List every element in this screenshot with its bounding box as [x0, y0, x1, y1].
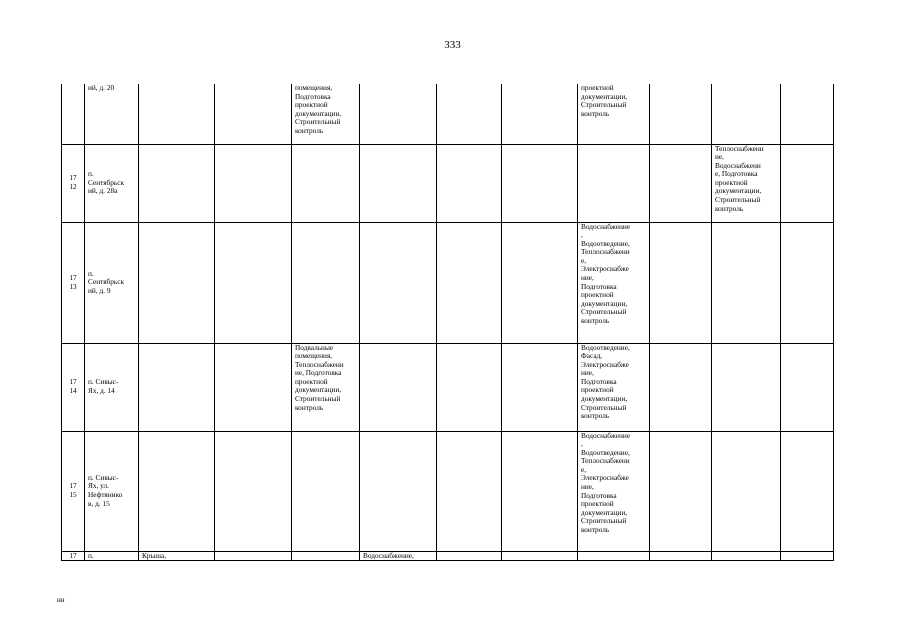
col8-cell: [502, 144, 578, 222]
row-number-cell: 17 14: [62, 343, 85, 431]
col8-cell: [502, 551, 578, 561]
col9-cell: Водоотведение, Фасад, Электроснабже ние, Подготовка проектной документации, Строительный контроль: [578, 343, 650, 431]
col3-cell: [139, 144, 215, 222]
col11-cell: [712, 551, 781, 561]
col9-cell: Водоснабжение , Водоотведение, Теплоснабжени е, Электроснабже ние, Подготовка проектной документации, Строительный контроль: [578, 431, 650, 551]
row-number-cell: 17 15: [62, 431, 85, 551]
col8-cell: [502, 431, 578, 551]
table-row: [62, 551, 834, 561]
col10-cell: [650, 431, 712, 551]
col5-cell: помещения, Подготовка проектной документации, Строительный контроль: [292, 84, 360, 144]
col8-cell: [502, 343, 578, 431]
col11-cell: [712, 431, 781, 551]
col4-cell: [215, 431, 292, 551]
col9-cell: проектной документации, Строительный контроль: [578, 84, 650, 144]
col7-cell: [437, 343, 502, 431]
col12-cell: [781, 343, 834, 431]
address-cell: п. Сивыс- Ях, д. 14: [85, 343, 139, 431]
col12-cell: [781, 551, 834, 561]
row-number-cell: 17 12: [62, 144, 85, 222]
row-number-cell: 17: [62, 551, 85, 561]
col7-cell: [437, 144, 502, 222]
address-cell: п. Сивыс- Ях, ул. Нефтянико в, д. 15: [85, 431, 139, 551]
col10-cell: [650, 84, 712, 144]
row-number-cell: 17 13: [62, 222, 85, 343]
col10-cell: [650, 343, 712, 431]
col11-cell: [712, 84, 781, 144]
repair-schedule-table: [61, 84, 834, 561]
col6-cell: Водоснабжение,: [360, 551, 437, 561]
col11-cell: [712, 343, 781, 431]
col3-cell: [139, 343, 215, 431]
address-cell: ий, д. 20: [85, 84, 139, 144]
col6-cell: [360, 343, 437, 431]
col10-cell: [650, 144, 712, 222]
col7-cell: [437, 222, 502, 343]
col5-cell: [292, 144, 360, 222]
col9-cell: [578, 144, 650, 222]
col7-cell: [437, 84, 502, 144]
col10-cell: [650, 551, 712, 561]
row-number-cell: [62, 84, 85, 144]
col12-cell: [781, 431, 834, 551]
col5-cell: Подвальные помещения, Теплоснабжени ие, Подготовка проектной документации, Строительный контроль: [292, 343, 360, 431]
col9-cell: Водоснабжение , Водоотведение, Теплоснабжени е, Электроснабже ние, Подготовка проектной документации, Строительный контроль: [578, 222, 650, 343]
col4-cell: [215, 144, 292, 222]
table-row: [62, 144, 834, 222]
col3-cell: [139, 431, 215, 551]
col6-cell: [360, 222, 437, 343]
table-row: [62, 343, 834, 431]
col8-cell: [502, 222, 578, 343]
table-row: [62, 222, 834, 343]
col8-cell: [502, 84, 578, 144]
col5-cell: [292, 551, 360, 561]
col3-cell: [139, 222, 215, 343]
col11-cell: [712, 222, 781, 343]
col12-cell: [781, 84, 834, 144]
address-cell: п. Сентябрьск ий, д. 28а: [85, 144, 139, 222]
col6-cell: [360, 431, 437, 551]
address-cell: п. Сентябрьск ий, д. 9: [85, 222, 139, 343]
footer-text: нн: [57, 596, 65, 604]
col4-cell: [215, 343, 292, 431]
col5-cell: [292, 222, 360, 343]
page-number: 333: [444, 39, 461, 51]
table-row: [62, 431, 834, 551]
col12-cell: [781, 144, 834, 222]
col6-cell: [360, 144, 437, 222]
col5-cell: [292, 431, 360, 551]
address-cell: п.: [85, 551, 139, 561]
col10-cell: [650, 222, 712, 343]
col3-cell: [139, 84, 215, 144]
col3-cell: Крыша,: [139, 551, 215, 561]
col4-cell: [215, 222, 292, 343]
col12-cell: [781, 222, 834, 343]
col9-cell: [578, 551, 650, 561]
col7-cell: [437, 431, 502, 551]
col7-cell: [437, 551, 502, 561]
table-row: [62, 84, 834, 144]
col4-cell: [215, 84, 292, 144]
col4-cell: [215, 551, 292, 561]
col6-cell: [360, 84, 437, 144]
col11-cell: Теплоснабжени ие, Водоснабжени е, Подготовка проектной документации, Строительный контроль: [712, 144, 781, 222]
